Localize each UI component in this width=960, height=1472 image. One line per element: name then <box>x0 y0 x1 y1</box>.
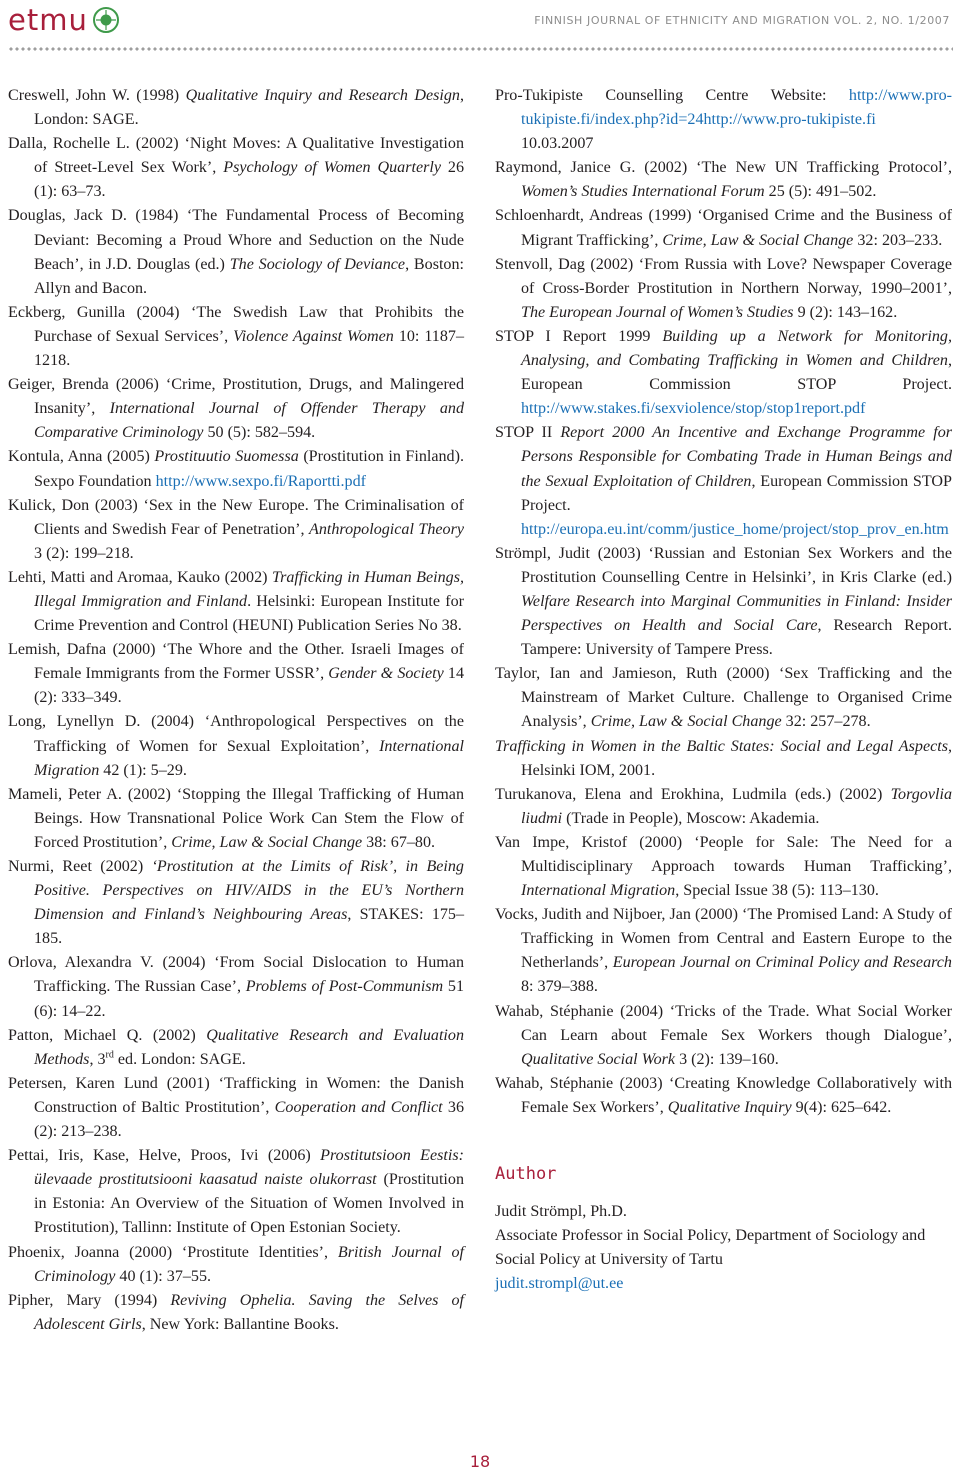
reference-patton: Patton, Michael Q. (2002) Qualitative Research and Evaluation Methods, 3rd ed. London: SAGE. <box>8 1026 464 1068</box>
page-header <box>0 0 960 60</box>
link-stakes[interactable]: http://www.stakes.fi/sexviolence/stop/stop1report.pdf <box>521 400 866 418</box>
reference-strompl: Strömpl, Judit (2003) ‘Russian and Estonian Sex Workers and the Prostitution Counselling Centre in Helsinki’, in Kris Clarke (ed.) Welfare Research into Marginal Communities in Finland: Insider Perspectives on Health and Social Care, Research Report. Tampere: University of Tampere Press. <box>495 544 953 659</box>
reference-geiger: Geiger, Brenda (2006) ‘Crime, Prostitution, Drugs, and Malingered Insanity’, International Journal of Offender Therapy and Comparative Criminology 50 (5): 582–594. <box>8 376 464 442</box>
reference-lehti: Lehti, Matti and Aromaa, Kauko (2002) Trafficking in Human Beings, Illegal Immigration and Finland. Helsinki: European Institute for Crime Prevention and Control (HEUNI) Publication Series No 38. <box>8 568 464 635</box>
reference-baltic-states: Trafficking in Women in the Baltic States: Social and Legal Aspects, Helsinki IOM, 2001. <box>495 737 952 779</box>
reference-stenvoll: Stenvoll, Dag (2002) ‘From Russia with Love? Newspaper Coverage of Cross-Border Prostitution in Northern Norway, 1990–2001’, The European Journal of Women’s Studies 9 (2): 143–162. <box>495 255 952 321</box>
journal-title: FINNISH JOURNAL OF ETHNICITY AND MIGRATION VOL. 2, NO. 1/2007 <box>534 14 950 27</box>
link-sexpo[interactable]: http://www.sexpo.fi/Raportti.pdf <box>155 472 366 490</box>
reference-turukanova: Turukanova, Elena and Erokhina, Ludmila (eds.) (2002) Torgovlia liudmi (Trade in People), Moscow: Akademia. <box>495 785 952 827</box>
reference-wahab-2004: Wahab, Stéphanie (2004) ‘Tricks of the Trade. What Social Worker Can Learn about Female Sex Workers though Dialogue’, Qualitative Social Work 3 (2): 139–160. <box>495 1002 952 1068</box>
reference-douglas: Douglas, Jack D. (1984) ‘The Fundamental Process of Becoming Deviant: Becoming a Proud Whore and Seduction on the Nude Beach’, in J.D. Douglas (ed.) The Sociology of Deviance, Boston: Allyn and Bacon. <box>8 207 464 297</box>
reference-petersen: Petersen, Karen Lund (2001) ‘Trafficking in Women: the Danish Construction of Baltic Prostitution’, Cooperation and Conflict 36 (2): 213–238. <box>8 1074 464 1141</box>
reference-stop-i: STOP I Report 1999 Building up a Network for Monitoring, Analysing, and Combating Trafficking in Women and Children, European Commission STOP Project. http://www.stakes.fi/sexviolence/stop/stop1report.pdf <box>495 327 952 418</box>
author-name: Judit Strömpl, Ph.D. <box>495 1203 627 1221</box>
reference-pro-tukipiste: Pro-Tukipiste Counselling Centre Website: http://www.pro-tukipiste.fi/index.php?id=24http://www.pro-tukipiste.fi 10.03.2007 <box>495 87 952 153</box>
reference-lemish: Lemish, Dafna (2000) ‘The Whore and the Other. Israeli Images of Female Immigrants from the Former USSR’, Gender & Society 14 (2): 333–349. <box>8 641 464 707</box>
reference-kulick: Kulick, Don (2003) ‘Sex in the New Europe. The Criminalisation of Clients and Swedish Fear of Penetration’, Anthropological Theory 3 (2): 199–218. <box>8 496 464 562</box>
globe-icon <box>93 7 119 33</box>
reference-stop-ii: STOP II Report 2000 An Incentive and Exchange Programme for Persons Responsible for Combating Trade in Human Beings and the Sexual Exploitation of Children, European Commission STOP Project. http://europa.eu.int/comm/justice_home/project/stop_prov_en.htm <box>495 424 952 538</box>
reference-taylor: Taylor, Ian and Jamieson, Ruth (2000) ‘Sex Trafficking and the Mainstream of Market Culture. Challenge to Organised Crime Analysis’, Crime, Law & Social Change 32: 257–278. <box>495 665 952 731</box>
page-number: 18 <box>469 1452 491 1471</box>
reference-vocks: Vocks, Judith and Nijboer, Jan (2000) ‘The Promised Land: A Study of Trafficking in Women from Central and Eastern Europe to the Netherlands’, European Journal on Criminal Policy and Research 8: 379–388. <box>495 906 952 996</box>
reference-mameli: Mameli, Peter A. (2002) ‘Stopping the Illegal Trafficking of Human Beings. How Transnational Police Work Can Stem the Flow of Forced Prostitution’, Crime, Law & Social Change 38: 67–80. <box>8 785 464 851</box>
reference-raymond: Raymond, Janice G. (2002) ‘The New UN Trafficking Protocol’, Women’s Studies International Forum 25 (5): 491–502. <box>495 159 952 201</box>
reference-kontula: Kontula, Anna (2005) Prostituutio Suomessa (Prostitution in Finland). Sexpo Foundation http://www.sexpo.fi/Raportti.pdf <box>8 448 464 490</box>
reference-long: Long, Lynellyn D. (2004) ‘Anthropological Perspectives on the Trafficking of Women for Sexual Exploitation’, International Migration 42 (1): 5–29. <box>8 713 464 779</box>
reference-nurmi: Nurmi, Reet (2002) ‘Prostitution at the Limits of Risk’, in Being Positive. Perspectives on HIV/AIDS in the EU’s Northern Dimension and Finland’s Neighbouring Areas, STAKES: 175–185. <box>8 858 465 948</box>
logo-wordmark: etmu <box>8 3 88 37</box>
link-pro-tukipiste[interactable]: http://www.pro-tukipiste.fi/index.php?id=24http://www.pro-tukipiste.fi <box>521 87 952 129</box>
reference-dalla: Dalla, Rochelle L. (2002) ‘Night Moves: A Qualitative Investigation of Street-Level Sex Work’, Psychology of Women Quarterly 26 (1): 63–73. <box>8 135 465 201</box>
author-heading: Author <box>495 1164 557 1185</box>
link-europa[interactable]: http://europa.eu.int/comm/justice_home/project/stop_prov_en.htm <box>521 520 949 538</box>
reference-creswell: Creswell, John W. (1998) Qualitative Inquiry and Research Design, London: SAGE. <box>8 87 464 129</box>
journal-logo <box>8 2 119 38</box>
right-column-references <box>495 84 952 1297</box>
author-position: Associate Professor in Social Policy, Department of Sociology and Social Policy at University of Tartu <box>495 1227 926 1269</box>
reference-phoenix: Phoenix, Joanna (2000) ‘Prostitute Identities’, British Journal of Criminology 40 (1): 37–55. <box>8 1243 464 1285</box>
reference-pettai: Pettai, Iris, Kase, Helve, Proos, Ivi (2006) Prostitutsioon Eestis: ülevaade prostitutsiooni kaasatud naiste olukorrast (Prostitution in Estonia: An Overview of the Situation of Women Involved in Prostitution), Tallinn: Institute of Open Estonian Society. <box>8 1147 464 1237</box>
reference-schloenhardt: Schloenhardt, Andreas (1999) ‘Organised Crime and the Business of Migrant Trafficking’, Crime, Law & Social Change 32: 203–233. <box>495 207 952 249</box>
reference-pipher: Pipher, Mary (1994) Reviving Ophelia. Saving the Selves of Adolescent Girls, New York: Ballantine Books. <box>8 1291 464 1333</box>
header-dotted-divider <box>8 46 953 52</box>
reference-eckberg: Eckberg, Gunilla (2004) ‘The Swedish Law that Prohibits the Purchase of Sexual Services’, Violence Against Women 10: 1187–1218. <box>8 303 464 370</box>
left-column-references <box>8 84 464 1337</box>
reference-wahab-2003: Wahab, Stéphanie (2003) ‘Creating Knowledge Collaboratively with Female Sex Workers’, Qualitative Inquiry 9(4): 625–642. <box>495 1074 952 1116</box>
reference-orlova: Orlova, Alexandra V. (2004) ‘From Social Dislocation to Human Trafficking. The Russian Case’, Problems of Post-Communism 51 (6): 14–22. <box>8 954 464 1020</box>
author-email-link[interactable]: judit.strompl@ut.ee <box>495 1275 624 1293</box>
reference-van-impe: Van Impe, Kristof (2000) ‘People for Sale: The Need for a Multidisciplinary Approach towards Human Trafficking’, International Migration, Special Issue 38 (5): 113–130. <box>495 833 952 900</box>
